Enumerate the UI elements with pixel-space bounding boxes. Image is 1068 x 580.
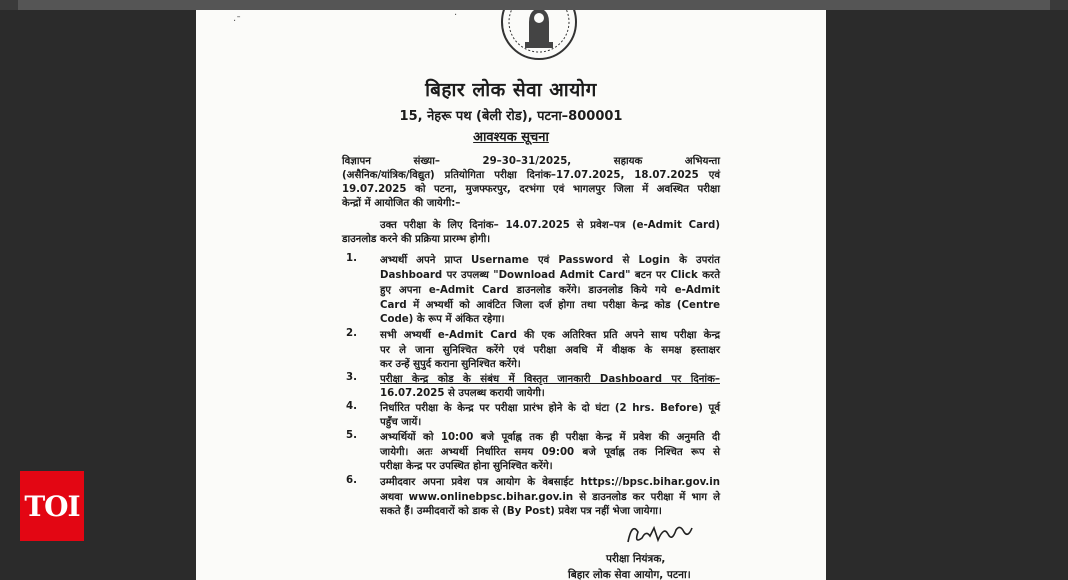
item-number: 4. — [346, 401, 357, 412]
signatory-org: बिहार लोक सेवा आयोग, पटना। — [568, 569, 691, 580]
top-bar — [0, 0, 1068, 10]
item-line: पर ले जाना सुनिश्चित करेंगे एवं परीक्षा अवधि में वीक्षक के समक्ष हस्ताक्षर — [380, 345, 720, 356]
item-line: जायेगी। अतः अभ्यर्थी निर्धारित समय 09:00 बजे पूर्वाह्न तक निश्चित रूप से — [380, 447, 720, 458]
item-number: 2. — [346, 328, 357, 339]
item-number: 5. — [346, 430, 357, 441]
bpsc-emblem-seal — [499, 10, 579, 72]
item-line: निर्धारित परीक्षा के केन्द्र पर परीक्षा प्रारंभ होने के दो घंटा (2 hrs. Before) पूर्व — [380, 403, 720, 414]
item-line: परीक्षा केन्द्र पर उपस्थित होना सुनिश्चित करेंगे। — [380, 461, 553, 472]
item-line: सकते हैं। उम्मीदवारों को डाक से (By Post) प्रवेश पत्र नहीं भेजा जायेगा। — [380, 506, 662, 517]
item-line: Card में अभ्यर्थी को आवंटित जिला दर्ज होगा तथा परीक्षा केन्द्र कोड (Centre — [380, 300, 720, 311]
notice-title: आवश्यक सूचना — [473, 130, 549, 145]
item-line: Dashboard पर उपलब्ध "Download Admit Card" बटन पर Click करते — [380, 270, 720, 281]
item-line: परीक्षा केन्द्र कोड के संबंध में विस्तृत जानकारी Dashboard पर दिनांक– — [380, 374, 720, 385]
item-line: कर उन्हें सुपुर्द कराना सुनिश्चित करेंगे। — [380, 359, 521, 370]
item-line: अथवा www.onlinebpsc.bihar.gov.in से डाउनलोड कर परीक्षा में भाग ले — [380, 492, 720, 503]
item-line: Code) के रूप में अंकित रहेगा। — [380, 314, 505, 325]
item-line: अभ्यर्थी अपने प्राप्त Username एवं Password से Login के उपरांत — [380, 255, 720, 266]
top-mark: · — [454, 10, 458, 21]
signature-image — [624, 518, 696, 550]
intro-line: (असैनिक/यांत्रिक/विद्युत) प्रतियोगिता परीक्षा दिनांक–17.07.2025, 18.07.2025 एवं — [342, 170, 720, 181]
org-name-heading: बिहार लोक सेवा आयोग — [425, 79, 597, 101]
notice-document — [196, 10, 826, 580]
item-line: सभी अभ्यर्थी e-Admit Card की एक अतिरिक्त प्रति अपने साथ परीक्षा केन्द्र — [380, 330, 720, 341]
para2-line: उक्त परीक्षा के लिए दिनांक– 14.07.2025 से प्रवेश–पत्र (e-Admit Card) — [380, 220, 720, 231]
item-line: 16.07.2025 से उपलब्ध करायी जायेगी। — [380, 388, 545, 399]
para2-line: डाउनलोड करने की प्रक्रिया प्रारम्भ होगी। — [342, 234, 491, 245]
item-number: 1. — [346, 253, 357, 264]
toi-logo[interactable]: TOI — [20, 471, 84, 541]
item-number: 3. — [346, 372, 357, 383]
item-line: पहुँच जायें। — [380, 417, 422, 428]
top-bar-strip — [18, 0, 1050, 10]
intro-line: विज्ञापन संख्या– 29–30–31/2025, सहायक अभियन्ता — [342, 156, 720, 167]
intro-line: केन्द्रों में आयोजित की जायेगी:– — [342, 198, 461, 209]
org-address: 15, नेहरू पथ (बेली रोड), पटना–800001 — [399, 109, 623, 124]
item-number: 6. — [346, 475, 357, 486]
intro-line: 19.07.2025 को पटना, मुजफ्फरपुर, दरभंगा एवं भागलपुर जिला में अवस्थित परीक्षा — [342, 184, 720, 195]
item-line: हुए अपना e-Admit Card डाउनलोड करेंगे। डाउनलोड किये गये e-Admit — [380, 285, 720, 296]
corner-mark: ·¯ — [233, 16, 242, 27]
item-line: अभ्यर्थियों को 10:00 बजे पूर्वाह्न तक ही परीक्षा केन्द्र में प्रवेश की अनुमति दी — [380, 432, 720, 443]
item-line: उम्मीदवार अपना प्रवेश पत्र आयोग के वेबसाईट https://bpsc.bihar.gov.in — [380, 477, 720, 488]
signatory-title: परीक्षा नियंत्रक, — [606, 553, 666, 565]
